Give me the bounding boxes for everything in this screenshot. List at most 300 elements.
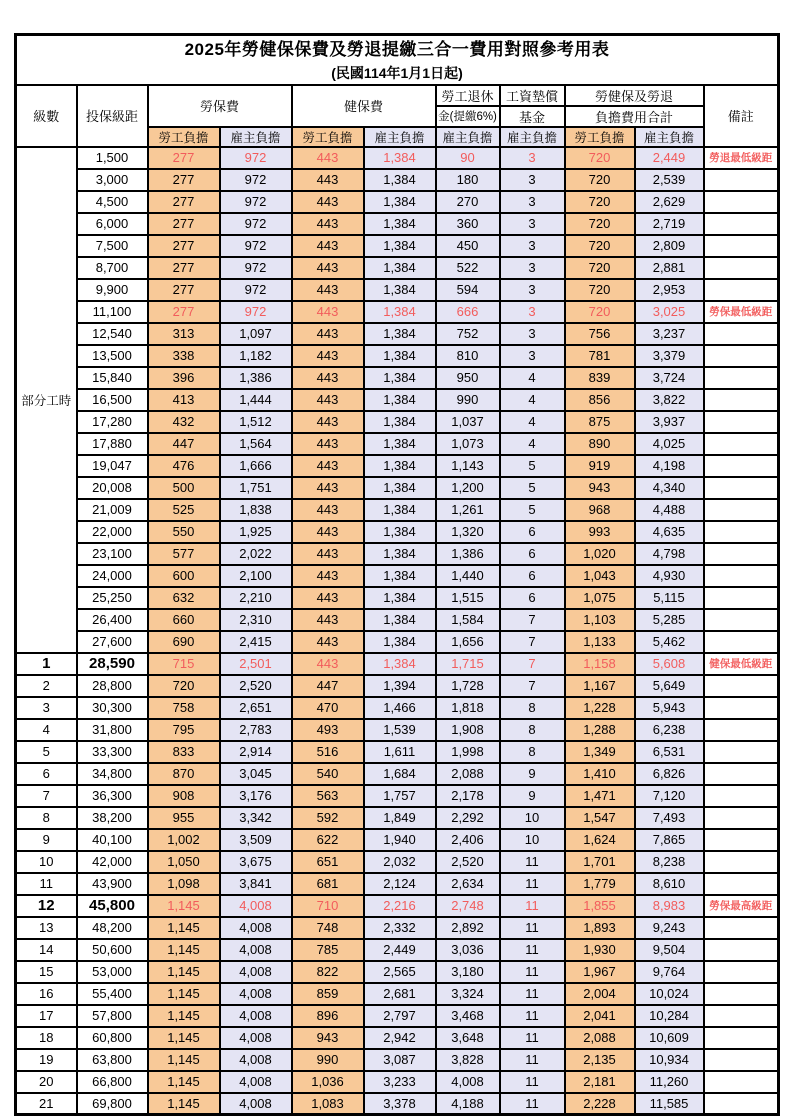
total-employee-cell: 1,893 [565,917,635,939]
total-employer-cell: 2,953 [635,279,704,301]
wage-fund-employer-cell: 11 [500,917,565,939]
labor-employer-cell: 1,838 [220,499,292,521]
labor-employee-cell: 277 [148,213,220,235]
labor-employer-cell: 3,675 [220,851,292,873]
pension-employer-cell: 3,036 [436,939,500,961]
labor-employer-cell: 972 [220,257,292,279]
pension-employer-cell: 1,386 [436,543,500,565]
table-row [16,433,779,455]
bracket-cell: 28,590 [77,653,148,675]
labor-employee-cell: 396 [148,367,220,389]
labor-employer-cell: 4,008 [220,983,292,1005]
remark-cell [704,741,779,763]
labor-employer-cell: 3,841 [220,873,292,895]
health-employee-cell: 710 [292,895,364,917]
table-row [16,1071,779,1093]
remark-cell [704,323,779,345]
labor-employee-cell: 1,145 [148,1049,220,1071]
total-employer-cell: 6,826 [635,763,704,785]
pension-employer-cell: 752 [436,323,500,345]
remark-cell [704,829,779,851]
wage-fund-employer-cell: 11 [500,961,565,983]
total-employer-cell: 4,930 [635,565,704,587]
total-employee-cell: 943 [565,477,635,499]
total-employer-cell: 9,243 [635,917,704,939]
pension-employer-cell: 180 [436,169,500,191]
total-employer-cell: 4,635 [635,521,704,543]
wage-fund-employer-cell: 5 [500,455,565,477]
health-employee-cell: 443 [292,609,364,631]
level-cell: 1 [16,653,77,675]
remark-cell [704,785,779,807]
table-row [16,279,779,301]
health-employee-cell: 859 [292,983,364,1005]
health-employee-cell: 443 [292,521,364,543]
remark-cell: 勞保最低級距 [704,301,779,323]
health-employee-cell: 1,036 [292,1071,364,1093]
bracket-cell: 13,500 [77,345,148,367]
pension-employer-cell: 1,320 [436,521,500,543]
health-employer-cell: 1,384 [364,169,436,191]
health-employer-cell: 1,384 [364,609,436,631]
pension-employer-cell: 1,998 [436,741,500,763]
labor-employer-cell: 972 [220,147,292,169]
remark-cell [704,1049,779,1071]
health-employer-cell: 1,384 [364,565,436,587]
health-employee-cell: 443 [292,323,364,345]
bracket-cell: 24,000 [77,565,148,587]
total-employee-cell: 890 [565,433,635,455]
labor-employer-cell: 972 [220,301,292,323]
total-employee-cell: 720 [565,191,635,213]
total-employee-cell: 2,228 [565,1093,635,1115]
bracket-cell: 53,000 [77,961,148,983]
total-employer-cell: 10,024 [635,983,704,1005]
labor-employer-cell: 2,310 [220,609,292,631]
remark-cell [704,499,779,521]
table-row [16,741,779,763]
labor-employee-cell: 277 [148,169,220,191]
total-employer-cell: 5,285 [635,609,704,631]
bracket-cell: 20,008 [77,477,148,499]
labor-employee-cell: 1,050 [148,851,220,873]
table-row [16,983,779,1005]
remark-cell [704,191,779,213]
pension-employer-cell: 1,908 [436,719,500,741]
labor-employee-cell: 908 [148,785,220,807]
table-row [16,543,779,565]
labor-employee-cell: 1,002 [148,829,220,851]
labor-employee-cell: 1,145 [148,1071,220,1093]
level-cell: 13 [16,917,77,939]
table-row [16,301,779,323]
health-employer-cell: 2,032 [364,851,436,873]
table-row [16,829,779,851]
pension-employer-cell: 810 [436,345,500,367]
total-employee-cell: 1,410 [565,763,635,785]
table-row [16,961,779,983]
bracket-cell: 57,800 [77,1005,148,1027]
labor-employee-cell: 795 [148,719,220,741]
part-time-merged-cell: 部分工時 [16,147,77,653]
health-employee-cell: 443 [292,587,364,609]
health-employee-cell: 493 [292,719,364,741]
wage-fund-employer-cell: 3 [500,191,565,213]
remark-cell [704,1005,779,1027]
total-employer-cell: 10,934 [635,1049,704,1071]
labor-employer-cell: 2,914 [220,741,292,763]
wage-fund-employer-cell: 4 [500,411,565,433]
health-employer-cell: 1,384 [364,411,436,433]
labor-employee-cell: 277 [148,301,220,323]
total-employer-cell: 8,238 [635,851,704,873]
labor-employee-cell: 413 [148,389,220,411]
page-title: 2025年勞健保保費及勞退提繳三合一費用對照參考用表 [184,39,610,59]
labor-employee-cell: 833 [148,741,220,763]
total-employer-cell: 11,585 [635,1093,704,1115]
labor-employee-cell: 1,145 [148,961,220,983]
remark-cell [704,433,779,455]
health-employee-cell: 896 [292,1005,364,1027]
wage-fund-employer-cell: 9 [500,763,565,785]
total-employer-cell: 9,764 [635,961,704,983]
wage-fund-employer-cell: 6 [500,543,565,565]
wage-fund-employer-cell: 3 [500,169,565,191]
total-employee-cell: 1,967 [565,961,635,983]
bracket-cell: 38,200 [77,807,148,829]
total-employer-cell: 5,608 [635,653,704,675]
total-employer-cell: 7,120 [635,785,704,807]
pension-employer-cell: 1,515 [436,587,500,609]
total-employee-cell: 839 [565,367,635,389]
table-row [16,917,779,939]
table-body [16,147,779,1115]
bracket-cell: 15,840 [77,367,148,389]
labor-employee-cell: 600 [148,565,220,587]
remark-cell [704,1071,779,1093]
health-employee-cell: 447 [292,675,364,697]
labor-employer-cell: 2,415 [220,631,292,653]
labor-employee-cell: 338 [148,345,220,367]
bracket-cell: 4,500 [77,191,148,213]
bracket-cell: 25,250 [77,587,148,609]
total-employer-cell: 7,493 [635,807,704,829]
wage-fund-employer-cell: 11 [500,983,565,1005]
bracket-cell: 1,500 [77,147,148,169]
health-employee-cell: 443 [292,235,364,257]
level-cell: 18 [16,1027,77,1049]
total-employer-cell: 4,025 [635,433,704,455]
health-employer-cell: 1,384 [364,521,436,543]
labor-employer-cell: 3,045 [220,763,292,785]
health-employee-cell: 443 [292,169,364,191]
table-row [16,609,779,631]
labor-employer-cell: 2,783 [220,719,292,741]
wage-fund-employer-cell: 8 [500,697,565,719]
level-cell: 9 [16,829,77,851]
total-employee-cell: 2,041 [565,1005,635,1027]
table-row [16,411,779,433]
table-row [16,895,779,917]
health-employee-cell: 1,083 [292,1093,364,1115]
labor-employer-cell: 972 [220,279,292,301]
table-row [16,785,779,807]
remark-cell [704,543,779,565]
level-cell: 12 [16,895,77,917]
pension-employer-cell: 360 [436,213,500,235]
table-row [16,367,779,389]
bracket-cell: 7,500 [77,235,148,257]
labor-employee-cell: 632 [148,587,220,609]
table-row [16,763,779,785]
wage-fund-employer-cell: 11 [500,851,565,873]
total-employee-cell: 720 [565,257,635,279]
pension-employer-cell: 2,634 [436,873,500,895]
remark-cell [704,851,779,873]
health-employee-cell: 681 [292,873,364,895]
remark-cell [704,961,779,983]
health-employer-cell: 1,384 [364,455,436,477]
labor-employee-cell: 277 [148,235,220,257]
level-cell: 11 [16,873,77,895]
health-employer-cell: 1,384 [364,499,436,521]
remark-cell: 勞保最高級距 [704,895,779,917]
table-row [16,345,779,367]
table-row [16,169,779,191]
pension-employer-cell: 270 [436,191,500,213]
wage-fund-employer-cell: 10 [500,829,565,851]
total-employer-cell: 4,340 [635,477,704,499]
labor-employer-cell: 3,342 [220,807,292,829]
pension-employer-cell: 90 [436,147,500,169]
total-employee-cell: 1,349 [565,741,635,763]
health-employer-cell: 1,384 [364,213,436,235]
subheader-labor-employer: 雇主負擔 [220,127,292,147]
remark-cell [704,697,779,719]
title-row [16,35,779,85]
health-employer-cell: 2,797 [364,1005,436,1027]
pension-employer-cell: 3,468 [436,1005,500,1027]
wage-fund-employer-cell: 6 [500,587,565,609]
health-employee-cell: 443 [292,147,364,169]
total-employee-cell: 1,701 [565,851,635,873]
labor-employer-cell: 4,008 [220,917,292,939]
level-cell: 19 [16,1049,77,1071]
wage-fund-employer-cell: 5 [500,477,565,499]
total-employee-cell: 968 [565,499,635,521]
health-employer-cell: 2,124 [364,873,436,895]
total-employer-cell: 5,115 [635,587,704,609]
table-row [16,213,779,235]
health-employee-cell: 651 [292,851,364,873]
labor-employee-cell: 1,145 [148,1005,220,1027]
pension-employer-cell: 1,261 [436,499,500,521]
labor-employee-cell: 1,145 [148,917,220,939]
health-employer-cell: 1,384 [364,191,436,213]
health-employer-cell: 1,384 [364,147,436,169]
pension-employer-cell: 1,656 [436,631,500,653]
wage-fund-employer-cell: 7 [500,675,565,697]
remark-cell [704,763,779,785]
total-employer-cell: 2,629 [635,191,704,213]
pension-employer-cell: 3,828 [436,1049,500,1071]
remark-cell: 健保最低級距 [704,653,779,675]
total-employee-cell: 1,020 [565,543,635,565]
page-subtitle: (民國114年1月1日起) [331,64,463,81]
bracket-cell: 63,800 [77,1049,148,1071]
bracket-cell: 40,100 [77,829,148,851]
health-employer-cell: 1,384 [364,279,436,301]
subheader-total-employee: 勞工負擔 [565,127,635,147]
pension-employer-cell: 1,440 [436,565,500,587]
labor-employer-cell: 2,501 [220,653,292,675]
total-employee-cell: 2,135 [565,1049,635,1071]
labor-employer-cell: 1,444 [220,389,292,411]
labor-employer-cell: 4,008 [220,1093,292,1115]
table-row [16,939,779,961]
labor-employer-cell: 3,509 [220,829,292,851]
total-employer-cell: 2,809 [635,235,704,257]
health-employer-cell: 2,449 [364,939,436,961]
wage-fund-employer-cell: 11 [500,895,565,917]
table-row [16,719,779,741]
total-employee-cell: 756 [565,323,635,345]
table-row [16,697,779,719]
bracket-cell: 31,800 [77,719,148,741]
col-header-pension-line1: 勞工退休 [436,85,500,106]
pension-employer-cell: 1,715 [436,653,500,675]
pension-employer-cell: 522 [436,257,500,279]
labor-employer-cell: 4,008 [220,1071,292,1093]
table-row [16,389,779,411]
labor-employee-cell: 525 [148,499,220,521]
health-employee-cell: 443 [292,433,364,455]
wage-fund-employer-cell: 11 [500,1093,565,1115]
health-employer-cell: 3,233 [364,1071,436,1093]
labor-employer-cell: 4,008 [220,939,292,961]
wage-fund-employer-cell: 3 [500,301,565,323]
level-cell: 5 [16,741,77,763]
labor-employer-cell: 2,520 [220,675,292,697]
total-employer-cell: 3,937 [635,411,704,433]
pension-employer-cell: 666 [436,301,500,323]
total-employee-cell: 1,930 [565,939,635,961]
total-employer-cell: 3,724 [635,367,704,389]
col-header-level: 級數 [16,85,77,147]
table-row [16,235,779,257]
table-row [16,631,779,653]
remark-cell [704,345,779,367]
labor-employee-cell: 500 [148,477,220,499]
health-employee-cell: 443 [292,477,364,499]
col-header-health-insurance: 健保費 [292,85,436,127]
health-employer-cell: 1,757 [364,785,436,807]
labor-employer-cell: 2,022 [220,543,292,565]
bracket-cell: 9,900 [77,279,148,301]
remark-cell [704,477,779,499]
health-employee-cell: 443 [292,345,364,367]
total-employer-cell: 8,983 [635,895,704,917]
bracket-cell: 48,200 [77,917,148,939]
subheader-health-employee: 勞工負擔 [292,127,364,147]
total-employee-cell: 720 [565,147,635,169]
col-header-bracket: 投保級距 [77,85,148,147]
total-employer-cell: 4,198 [635,455,704,477]
labor-employer-cell: 1,666 [220,455,292,477]
health-employee-cell: 443 [292,389,364,411]
health-employer-cell: 1,384 [364,433,436,455]
health-employer-cell: 1,539 [364,719,436,741]
subheader-labor-employee: 勞工負擔 [148,127,220,147]
pension-employer-cell: 1,200 [436,477,500,499]
total-employee-cell: 1,075 [565,587,635,609]
bracket-cell: 21,009 [77,499,148,521]
bracket-cell: 27,600 [77,631,148,653]
level-cell: 4 [16,719,77,741]
pension-employer-cell: 2,178 [436,785,500,807]
wage-fund-employer-cell: 3 [500,147,565,169]
pension-employer-cell: 3,180 [436,961,500,983]
pension-employer-cell: 1,818 [436,697,500,719]
bracket-cell: 12,540 [77,323,148,345]
health-employee-cell: 443 [292,411,364,433]
labor-employee-cell: 690 [148,631,220,653]
wage-fund-employer-cell: 11 [500,1005,565,1027]
total-employer-cell: 2,449 [635,147,704,169]
col-header-total-line2: 負擔費用合計 [565,106,704,127]
bracket-cell: 50,600 [77,939,148,961]
total-employer-cell: 7,865 [635,829,704,851]
total-employer-cell: 3,025 [635,301,704,323]
remark-cell [704,807,779,829]
bracket-cell: 28,800 [77,675,148,697]
wage-fund-employer-cell: 3 [500,235,565,257]
total-employee-cell: 1,288 [565,719,635,741]
bracket-cell: 17,880 [77,433,148,455]
health-employer-cell: 1,940 [364,829,436,851]
health-employer-cell: 1,384 [364,235,436,257]
total-employee-cell: 1,547 [565,807,635,829]
health-employer-cell: 1,684 [364,763,436,785]
health-employer-cell: 1,394 [364,675,436,697]
labor-employer-cell: 3,176 [220,785,292,807]
labor-employee-cell: 660 [148,609,220,631]
labor-employee-cell: 1,145 [148,939,220,961]
wage-fund-employer-cell: 5 [500,499,565,521]
health-employer-cell: 2,942 [364,1027,436,1049]
table-row [16,1005,779,1027]
level-cell: 15 [16,961,77,983]
health-employee-cell: 822 [292,961,364,983]
remark-cell [704,367,779,389]
pension-employer-cell: 2,520 [436,851,500,873]
labor-employer-cell: 1,182 [220,345,292,367]
remark-cell [704,719,779,741]
bracket-cell: 3,000 [77,169,148,191]
health-employer-cell: 1,384 [364,477,436,499]
labor-employer-cell: 972 [220,235,292,257]
health-employee-cell: 443 [292,565,364,587]
total-employee-cell: 2,004 [565,983,635,1005]
table-row [16,851,779,873]
labor-employee-cell: 432 [148,411,220,433]
wage-fund-employer-cell: 4 [500,433,565,455]
health-employer-cell: 2,565 [364,961,436,983]
col-header-remark: 備註 [704,85,779,147]
total-employee-cell: 993 [565,521,635,543]
labor-employer-cell: 1,564 [220,433,292,455]
pension-employer-cell: 3,324 [436,983,500,1005]
